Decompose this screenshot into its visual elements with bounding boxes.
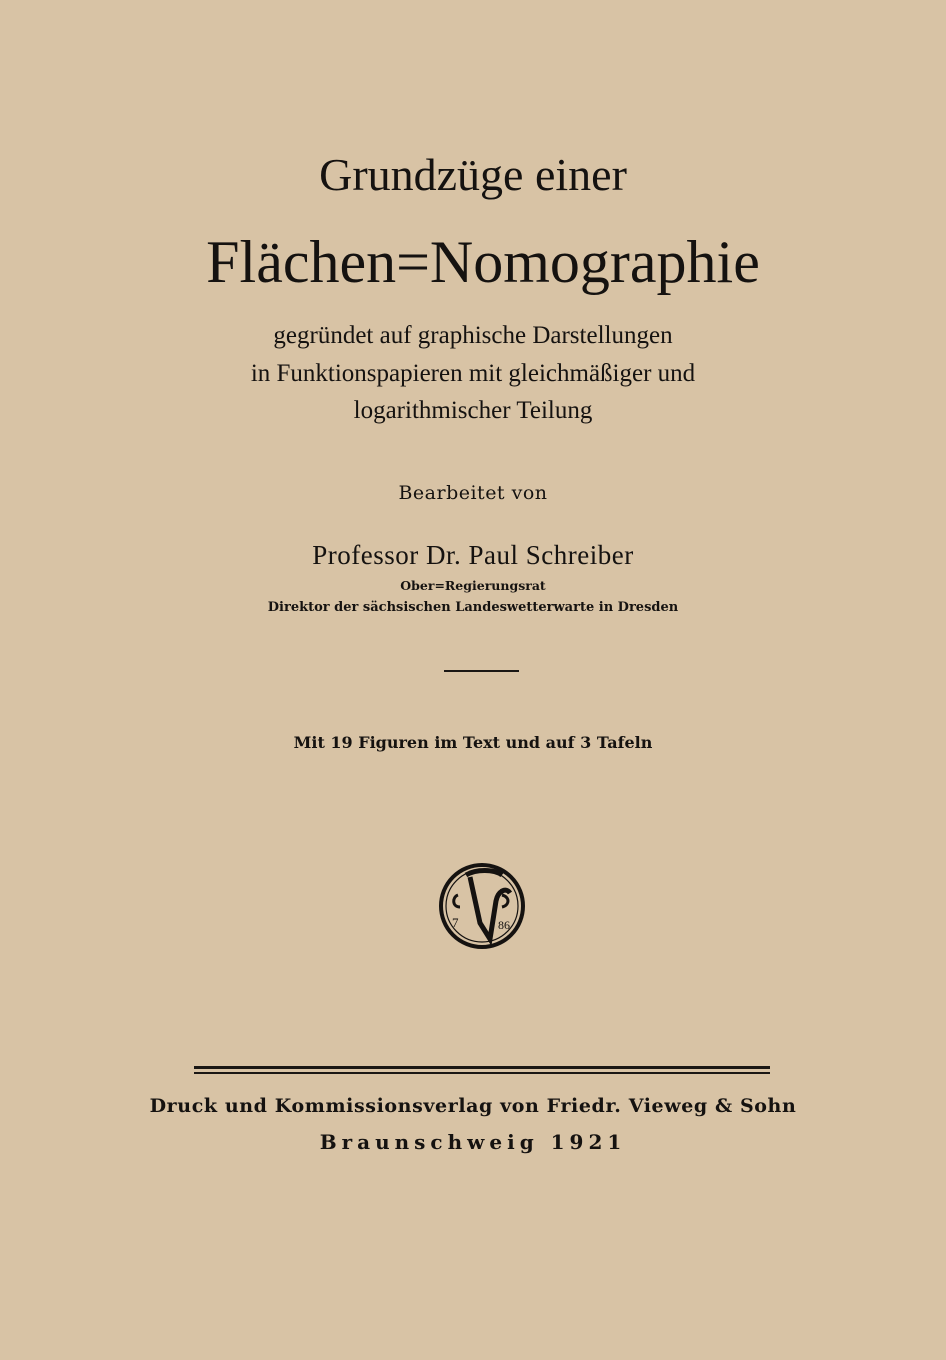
double-rule-top [194, 1066, 770, 1069]
svg-text:86: 86 [498, 918, 510, 932]
subtitle-line-3: logarithmischer Teilung [353, 397, 593, 424]
subtitle-line-2: in Funktionspapieren mit gleichmäßiger und [250, 360, 696, 387]
title-line-1: Grundzüge einer [319, 149, 627, 200]
author-role-1: Ober=Regierungsrat [400, 578, 546, 593]
edited-by: Bearbeitet von [398, 482, 548, 504]
title-main: Flächen=Nomographie [206, 229, 760, 295]
place-year: Braunschweig 1921 [319, 1130, 627, 1154]
svg-text:7: 7 [452, 915, 459, 930]
publisher-monogram-icon [436, 861, 528, 951]
author-role-2: Direktor der sächsischen Landeswetterwarte in Dresden [267, 600, 679, 615]
double-rule-bottom [194, 1072, 770, 1074]
figures-note: Mit 19 Figuren im Text und auf 3 Tafeln [293, 733, 653, 752]
author: Professor Dr. Paul Schreiber [312, 540, 634, 570]
publisher: Druck und Kommissionsverlag von Friedr. Vieweg & Sohn [149, 1095, 797, 1117]
divider [444, 670, 519, 672]
subtitle-line-1: gegründet auf graphische Darstellungen [273, 322, 673, 349]
